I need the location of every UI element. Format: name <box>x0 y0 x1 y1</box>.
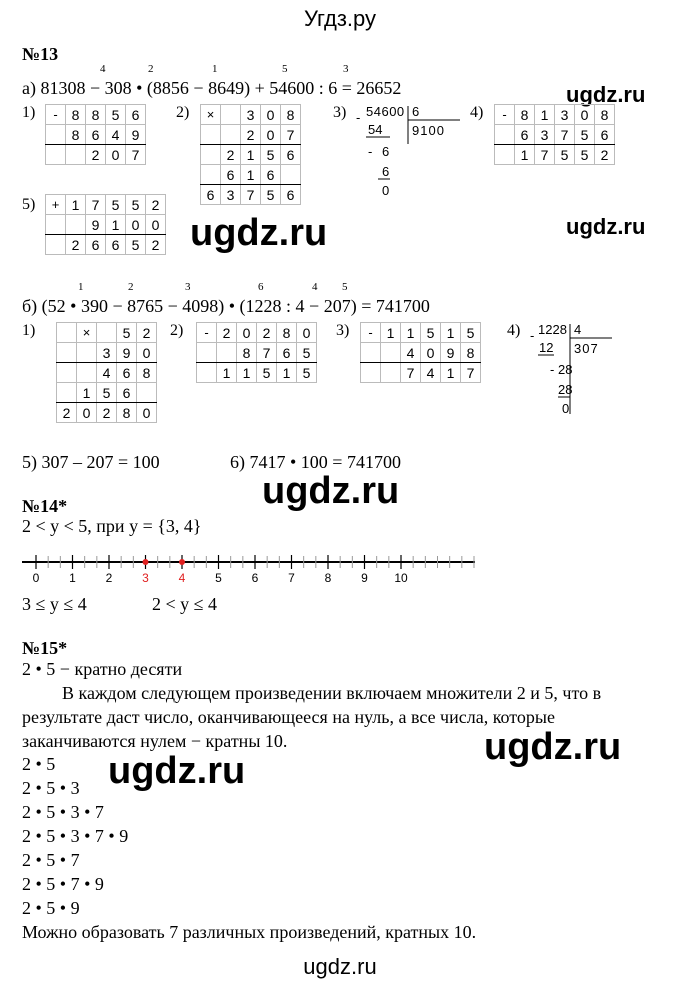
answer-2: 2 < y ≤ 4 <box>152 594 218 614</box>
digit-cell: 0 <box>106 145 126 165</box>
digit-cell: 0 <box>575 105 595 125</box>
operation-sign: × <box>77 323 97 343</box>
digit-cell: 1 <box>401 323 421 343</box>
grid-cell <box>46 125 66 145</box>
tick-label: 8 <box>324 571 332 584</box>
digit-cell: 2 <box>146 195 166 215</box>
digit-cell: 1 <box>381 323 401 343</box>
tick-label: 4 <box>178 571 186 584</box>
grid-cell <box>495 125 515 145</box>
grid-cell <box>57 343 77 363</box>
product: 2 • 5 • 7 • 9 <box>22 874 104 894</box>
division-step: 0 <box>562 401 570 416</box>
watermark: ugdz.ru <box>190 212 328 254</box>
digit-cell: 5 <box>97 383 117 403</box>
expression-a: а) 81308 − 308 • (8856 − 8649) + 54600 : 6 = 26652 <box>22 78 402 98</box>
tick-label: 3 <box>142 571 149 584</box>
digit-cell: 2 <box>137 323 157 343</box>
quotient: 9100 <box>412 123 445 138</box>
grid-b-step-3 <box>360 322 481 383</box>
digit-cell: 0 <box>261 125 281 145</box>
grid-cell <box>77 363 97 383</box>
digit-cell: 2 <box>66 235 86 255</box>
grid-step-2 <box>200 104 301 205</box>
division-step: 28 <box>558 362 573 377</box>
digit-cell: 6 <box>106 235 126 255</box>
digit-cell: 3 <box>221 185 241 205</box>
digit-cell: 0 <box>137 403 157 423</box>
digit-cell: 0 <box>297 323 317 343</box>
step-number: 2) <box>170 322 184 339</box>
answer-1: 3 ≤ y ≤ 4 <box>22 594 87 614</box>
product: 2 • 5 • 7 <box>22 850 80 870</box>
number-line <box>20 538 480 584</box>
digit-cell: 2 <box>97 403 117 423</box>
digit-cell: 7 <box>461 363 481 383</box>
footer-watermark: ugdz.ru <box>303 954 377 979</box>
tick-label: 5 <box>215 571 222 584</box>
digit-cell: 4 <box>421 363 441 383</box>
digit-cell: 7 <box>257 343 277 363</box>
step-number: 4) <box>507 322 521 339</box>
grid-cell <box>495 145 515 165</box>
digit-cell: 9 <box>126 125 146 145</box>
product: 2 • 5 <box>22 754 56 774</box>
divisor: 4 <box>574 322 582 337</box>
step-number: 1) <box>22 322 36 339</box>
digit-cell: 5 <box>126 195 146 215</box>
digit-cell: 2 <box>57 403 77 423</box>
operation-sign: - <box>46 105 66 125</box>
digit-cell: 6 <box>126 105 146 125</box>
digit-cell: 5 <box>261 185 281 205</box>
tick-label: 10 <box>394 571 408 584</box>
watermark: ugdz.ru <box>566 82 646 107</box>
order-mark: 1 <box>212 63 218 75</box>
digit-cell: 8 <box>277 323 297 343</box>
division-step: 12 <box>539 340 554 355</box>
step-number: 1) <box>22 104 36 121</box>
order-mark: 2 <box>128 281 134 293</box>
digit-cell: 2 <box>217 323 237 343</box>
dividend: 1228 <box>538 322 567 337</box>
step-number: 4) <box>470 104 484 121</box>
digit-cell: 5 <box>117 323 137 343</box>
digit-cell: 3 <box>555 105 575 125</box>
divisor: 6 <box>412 104 420 119</box>
task-15-label: №15* <box>22 638 68 658</box>
digit-cell: 9 <box>441 343 461 363</box>
digit-cell: 0 <box>261 105 281 125</box>
digit-cell: 5 <box>106 195 126 215</box>
digit-cell: 3 <box>97 343 117 363</box>
grid-cell <box>46 215 66 235</box>
digit-cell: 5 <box>297 363 317 383</box>
digit-cell: 1 <box>106 215 126 235</box>
digit-cell: 6 <box>595 125 615 145</box>
digit-cell: 0 <box>421 343 441 363</box>
digit-cell: 8 <box>66 105 86 125</box>
digit-cell: 3 <box>241 105 261 125</box>
digit-cell: 1 <box>277 363 297 383</box>
conclusion: Можно образовать 7 различных произведений, кратных 10. <box>22 922 477 942</box>
step-number: 2) <box>176 104 190 121</box>
digit-cell: 6 <box>515 125 535 145</box>
digit-cell: 2 <box>221 145 241 165</box>
digit-cell: 7 <box>535 145 555 165</box>
digit-cell <box>97 323 117 343</box>
digit-cell: 6 <box>277 343 297 363</box>
operation-sign: - <box>361 323 381 343</box>
task-13-label: №13 <box>22 44 59 64</box>
digit-cell: 0 <box>77 403 97 423</box>
digit-cell: 8 <box>515 105 535 125</box>
highlight-point <box>179 559 185 565</box>
step-5-line: 5) 307 – 207 = 100 <box>22 452 160 472</box>
inequality-line: 2 < y < 5, при y = {3, 4} <box>22 516 202 536</box>
tick-label: 6 <box>251 571 259 584</box>
grid-cell <box>361 343 381 363</box>
digit-cell <box>381 343 401 363</box>
digit-cell: 4 <box>106 125 126 145</box>
division-step: 6 <box>382 144 390 159</box>
text-line: результате даст число, оканчивающееся на нуль, а все числа, которые <box>22 707 556 727</box>
digit-cell: 6 <box>201 185 221 205</box>
digit-cell: 0 <box>237 323 257 343</box>
digit-cell: 6 <box>261 165 281 185</box>
operation-sign: × <box>201 105 221 125</box>
tick-label: 2 <box>105 571 113 584</box>
digit-cell: 8 <box>595 105 615 125</box>
grid-b-step-2 <box>196 322 317 383</box>
digit-cell: 8 <box>137 363 157 383</box>
digit-cell: 1 <box>237 363 257 383</box>
digit-cell: 8 <box>237 343 257 363</box>
division-step: 28 <box>558 382 573 397</box>
operation-sign: - <box>495 105 515 125</box>
digit-cell <box>66 145 86 165</box>
step-number: 5) <box>22 196 36 213</box>
division-step: 6 <box>382 164 390 179</box>
digit-cell: 2 <box>241 125 261 145</box>
grid-cell <box>77 343 97 363</box>
watermark: ugdz.ru <box>262 470 400 512</box>
digit-cell: 8 <box>117 403 137 423</box>
division-step: 0 <box>382 183 390 198</box>
long-division-lines <box>362 104 462 204</box>
digit-cell: 6 <box>86 125 106 145</box>
grid-step-4 <box>494 104 615 165</box>
division-step: 54 <box>368 122 383 137</box>
grid-cell <box>201 145 221 165</box>
tick-label: 0 <box>32 571 40 584</box>
digit-cell <box>381 363 401 383</box>
digit-cell: 5 <box>106 105 126 125</box>
step-6-line: 6) 7417 • 100 = 741700 <box>230 452 401 472</box>
digit-cell: 8 <box>66 125 86 145</box>
digit-cell: 1 <box>441 323 461 343</box>
grid-cell <box>46 235 66 255</box>
product: 2 • 5 • 9 <box>22 898 80 918</box>
dividend: 54600 <box>366 104 405 119</box>
expression-b: б) (52 • 390 − 8765 − 4098) • (1228 : 4 − 207) = 741700 <box>22 296 430 316</box>
step-number: 3) <box>333 104 347 121</box>
digit-cell: 7 <box>126 145 146 165</box>
digit-cell: 0 <box>137 343 157 363</box>
watermark: ugdz.ru <box>108 750 246 792</box>
grid-cell <box>57 363 77 383</box>
digit-cell: 7 <box>241 185 261 205</box>
digit-cell <box>221 125 241 145</box>
watermark: ugdz.ru <box>566 214 646 239</box>
watermark: ugdz.ru <box>484 726 622 768</box>
digit-cell: 8 <box>461 343 481 363</box>
grid-cell <box>46 145 66 165</box>
grid-cell <box>197 343 217 363</box>
site-title: Угдз.ру <box>303 6 377 31</box>
order-mark: 4 <box>312 281 318 293</box>
digit-cell: 5 <box>421 323 441 343</box>
order-mark: 3 <box>343 63 349 75</box>
digit-cell: 4 <box>97 363 117 383</box>
digit-cell <box>137 383 157 403</box>
digit-cell: 0 <box>146 215 166 235</box>
digit-cell: 7 <box>86 195 106 215</box>
digit-cell: 5 <box>126 235 146 255</box>
digit-cell: 6 <box>117 383 137 403</box>
text-line: В каждом следующем произведении включаем множители 2 и 5, что в <box>62 683 602 703</box>
digit-cell: 2 <box>257 323 277 343</box>
digit-cell: 2 <box>595 145 615 165</box>
digit-cell: 1 <box>441 363 461 383</box>
digit-cell: 5 <box>261 145 281 165</box>
digit-cell: 8 <box>281 105 301 125</box>
operation-sign: + <box>46 195 66 215</box>
digit-cell: 1 <box>77 383 97 403</box>
digit-cell: 6 <box>86 235 106 255</box>
digit-cell: 9 <box>86 215 106 235</box>
digit-cell: 0 <box>126 215 146 235</box>
digit-cell <box>281 165 301 185</box>
digit-cell: 3 <box>535 125 555 145</box>
order-mark: 2 <box>148 63 154 75</box>
order-mark: 5 <box>342 281 348 293</box>
product: 2 • 5 • 3 <box>22 778 80 798</box>
tick-label: 1 <box>69 571 76 584</box>
grid-step-5 <box>45 194 166 255</box>
digit-cell: 1 <box>241 165 261 185</box>
digit-cell: 1 <box>515 145 535 165</box>
digit-cell: 1 <box>241 145 261 165</box>
order-mark: 3 <box>185 281 191 293</box>
digit-cell: 1 <box>535 105 555 125</box>
tick-label: 7 <box>288 571 295 584</box>
digit-cell: 5 <box>575 125 595 145</box>
text-line: 2 • 5 − кратно десяти <box>22 659 183 679</box>
order-mark: 6 <box>258 281 264 293</box>
grid-cell <box>197 363 217 383</box>
digit-cell <box>66 215 86 235</box>
product: 2 • 5 • 3 • 7 • 9 <box>22 826 129 846</box>
grid-b-step-1 <box>56 322 157 423</box>
operation-sign: - <box>197 323 217 343</box>
tick-label: 9 <box>361 571 368 584</box>
text-line: заканчиваются нулем − кратны 10. <box>22 731 288 751</box>
digit-cell: 5 <box>461 323 481 343</box>
digit-cell: 6 <box>221 165 241 185</box>
highlight-point <box>143 559 149 565</box>
digit-cell: 4 <box>401 343 421 363</box>
digit-cell: 6 <box>117 363 137 383</box>
digit-cell: 7 <box>555 125 575 145</box>
digit-cell: 5 <box>297 343 317 363</box>
digit-cell: 5 <box>575 145 595 165</box>
grid-cell <box>201 165 221 185</box>
order-mark: 1 <box>78 281 84 293</box>
task-14-label: №14* <box>22 496 68 516</box>
digit-cell: 2 <box>146 235 166 255</box>
digit-cell <box>221 105 241 125</box>
digit-cell: 7 <box>281 125 301 145</box>
digit-cell: 9 <box>117 343 137 363</box>
digit-cell: 5 <box>555 145 575 165</box>
grid-cell <box>201 125 221 145</box>
digit-cell: 8 <box>86 105 106 125</box>
order-mark: 4 <box>100 63 106 75</box>
order-mark: 5 <box>282 63 288 75</box>
digit-cell: 6 <box>281 185 301 205</box>
grid-cell <box>57 323 77 343</box>
product: 2 • 5 • 3 • 7 <box>22 802 104 822</box>
digit-cell: 1 <box>66 195 86 215</box>
digit-cell: 1 <box>217 363 237 383</box>
grid-step-1 <box>45 104 146 165</box>
digit-cell: 6 <box>281 145 301 165</box>
grid-cell <box>57 383 77 403</box>
digit-cell: 2 <box>86 145 106 165</box>
digit-cell: 5 <box>257 363 277 383</box>
grid-cell <box>361 363 381 383</box>
digit-cell <box>217 343 237 363</box>
digit-cell: 7 <box>401 363 421 383</box>
step-number: 3) <box>336 322 350 339</box>
quotient: 307 <box>574 341 599 356</box>
